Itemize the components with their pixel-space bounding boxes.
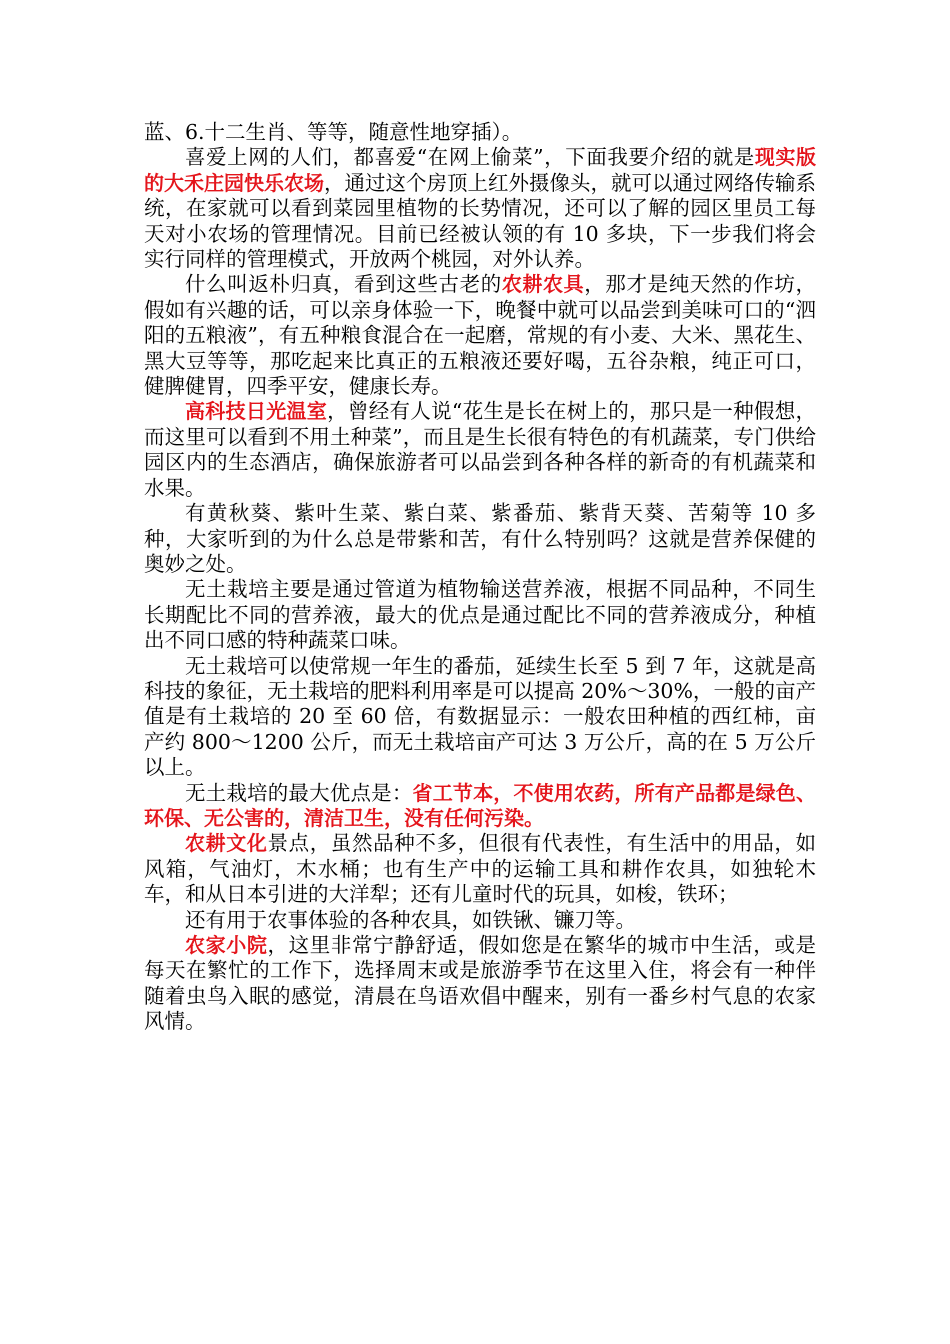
paragraph xyxy=(144,781,816,832)
paragraph-text: 无土栽培可以使常规一年生的番茄，延续生长至 5 到 7 年，这就是高科技的象征，无土栽培的肥料利用率是可以提高 20%～30%，一般的亩产值是有土栽培的 20 至 60 倍，有数据显示：一般农田种植的西红柿，亩产约 800～1200 公斤，而无土栽培亩产可达 3 万公斤，高的在 5 万公斤以上。 xyxy=(144,653,816,780)
highlighted-text: 农耕文化 xyxy=(185,831,268,856)
paragraph xyxy=(144,120,816,145)
paragraph-text: 还有用于农事体验的各种农具，如铁锹、镰刀等。 xyxy=(185,907,636,932)
paragraph xyxy=(144,501,816,577)
paragraph xyxy=(144,908,816,933)
paragraph-text: 喜爱上网的人们，都喜爱“在网上偷菜”，下面我要介绍的就是 xyxy=(185,145,755,170)
highlighted-text: 省工节本，不使用农药，所有产品都是绿色、环保、无公害的，清洁卫生，没有任何污染。 xyxy=(144,780,817,830)
paragraph xyxy=(144,145,816,272)
paragraph xyxy=(144,654,816,781)
highlighted-text: 高科技日光温室 xyxy=(185,399,328,424)
paragraph-text: ，这里非常宁静舒适，假如您是在繁华的城市中生活，或是每天在繁忙的工作下，选择周末或是旅游季节在这里入住，将会有一种伴随着虫鸟入眠的感觉，清晨在鸟语欢倡中醒来，别有一番乡村气息的农家风情。 xyxy=(144,933,817,1034)
paragraph xyxy=(144,577,816,653)
highlighted-text: 现实版的大禾庄园快乐农场 xyxy=(144,145,816,195)
paragraph-text: 有黄秋葵、紫叶生菜、紫白菜、紫番茄、紫背天葵、苦菊等 10 多种，大家听到的为什么总是带紫和苦，有什么特别吗？这就是营养保健的奥妙之处。 xyxy=(144,501,816,576)
paragraph-text: 无土栽培的最大优点是： xyxy=(185,780,413,805)
paragraph-text: 蓝、6.十二生肖、等等，随意性地穿插）。 xyxy=(144,120,523,144)
document-body xyxy=(144,120,816,1035)
highlighted-text: 农家小院 xyxy=(185,933,268,957)
paragraph-text: ，那才是纯天然的作坊，假如有兴趣的话，可以亲身体验一下，晚餐中就可以品尝到美味可口的“泗阳的五粮液”，有五种粮食混合在一起磨，常规的有小麦、大米、黑花生、黑大豆等等，那吃起来比真正的五粮液还要好喝，五谷杂粮，纯正可口，健脾健胃，四季平安，健康长寿。 xyxy=(144,272,817,399)
paragraph-text: ，通过这个房顶上红外摄像头，就可以通过网络传输系统，在家就可以看到菜园里植物的长势情况，还可以了解的园区里员工每天对小农场的管理情况。目前已经被认领的有 10 多块，下一步我们将会实行同样的管理模式，开放两个桃园，对外认养。 xyxy=(144,170,816,272)
paragraph-text: 景点，虽然品种不多，但很有代表性，有生活中的用品，如风箱，气油灯，木水桶；也有生产中的运输工具和耕作农具，如独轮木车，和从日本引进的大洋犁；还有儿童时代的玩具，如梭，铁环； xyxy=(144,831,817,907)
paragraph xyxy=(144,272,816,399)
paragraph-text: 无土栽培主要是通过管道为植物输送营养液，根据不同品种，不同生长期配比不同的营养液，最大的优点是通过配比不同的营养液成分，种植出不同口感的特种蔬菜口味。 xyxy=(144,577,816,653)
paragraph xyxy=(144,399,816,501)
paragraph-text: 什么叫返朴归真，看到这些古老的 xyxy=(185,272,502,297)
paragraph xyxy=(144,933,816,1035)
highlighted-text: 农耕农具 xyxy=(501,272,585,297)
paragraph xyxy=(144,831,816,907)
paragraph-text: ，曾经有人说“花生是长在树上的，那只是一种假想，而这里可以看到不用土种菜”，而且是生长很有特色的有机蔬菜，专门供给园区内的生态酒店，确保旅游者可以品尝到各种各样的新奇的有机蔬菜和水果。 xyxy=(144,399,817,500)
